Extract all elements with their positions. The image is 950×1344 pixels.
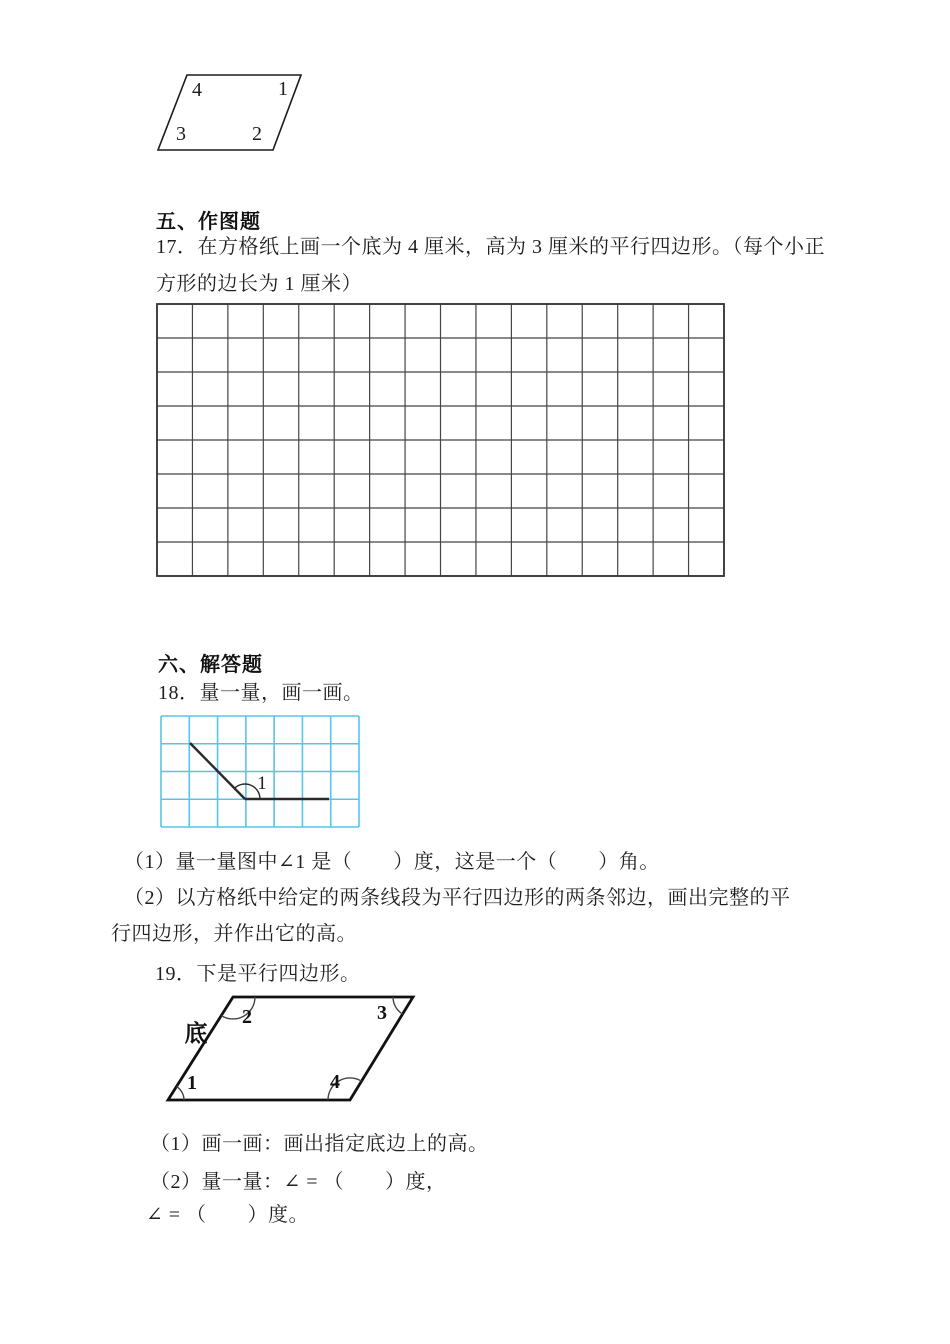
angle-label-4: 4	[192, 79, 202, 101]
q18-angle-label: 1	[257, 773, 267, 794]
q19-angle-label-1: 1	[187, 1072, 197, 1094]
q19-sub2-line1: （2）量一量：∠ = （ ）度，	[150, 1171, 447, 1193]
q18-sub1: （1）量一量图中∠1 是（ ）度，这是一个（ ）角。	[124, 851, 660, 873]
q17-text-line2: 方形的边长为 1 厘米）	[156, 273, 362, 295]
q19-arc-angle3	[393, 997, 403, 1014]
q19-angle-label-4: 4	[330, 1071, 340, 1093]
grid-lines	[157, 304, 724, 576]
angle-label-1: 1	[278, 78, 288, 100]
section6-title: 六、解答题	[158, 654, 263, 676]
q19-angle-label-2: 2	[242, 1006, 252, 1028]
grid-lines	[161, 716, 359, 827]
q19-stem: 19．下是平行四边形。	[155, 963, 361, 985]
q19-sub2-line2: ∠ = （ ）度。	[146, 1204, 310, 1226]
parallelogram-top-figure	[140, 60, 320, 160]
angle-label-2: 2	[252, 123, 262, 145]
q19-sub1: （1）画一画：画出指定底边上的高。	[150, 1133, 489, 1155]
q19-angle-label-3: 3	[377, 1002, 387, 1024]
q18-grid-angle-figure	[161, 716, 359, 827]
q19-parallelogram-figure	[155, 985, 435, 1115]
q17-drawing-grid	[157, 304, 724, 576]
q18-stem: 18．量一量，画一画。	[158, 682, 364, 704]
q18-sub2-line2: 行四边形，并作出它的高。	[111, 923, 357, 945]
q18-sub2-line1: （2）以方格纸中给定的两条线段为平行四边形的两条邻边，画出完整的平	[124, 887, 791, 909]
q19-base-label: 底	[184, 1020, 208, 1046]
section5-title: 五、作图题	[156, 211, 261, 233]
angle-label-3: 3	[176, 123, 186, 145]
q19-arc-angle1	[177, 1087, 185, 1101]
q17-text-line1: 17．在方格纸上画一个底为 4 厘米，高为 3 厘米的平行四边形。（每个小正	[156, 236, 825, 258]
